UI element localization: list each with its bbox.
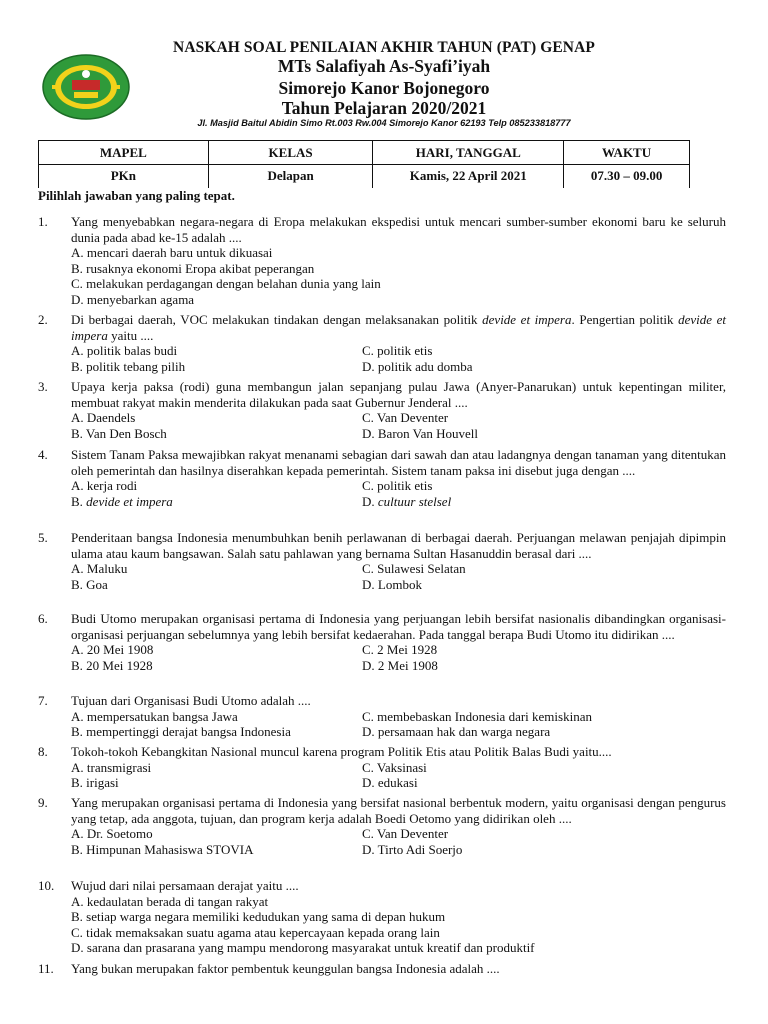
question-text: Tujuan dari Organisasi Budi Utomo adalah .... xyxy=(71,693,311,708)
question-text: Upaya kerja paksa (rodi) guna membangun jalan sepanjang pulau Jawa (Anyer-Panarukan) untuk kepentingan militer, membuat rakyat makin menderita dilakukan pada saat Gubernur Jenderal .... xyxy=(71,379,726,410)
value-hari-tanggal: Kamis, 22 April 2021 xyxy=(373,165,564,188)
option-c: C. Vaksinasi xyxy=(362,759,427,775)
option-d: D. persamaan hak dan warga negara xyxy=(362,724,551,739)
option-c: C. Van Deventer xyxy=(362,410,449,425)
options xyxy=(71,642,726,673)
question-number: 7. xyxy=(38,693,48,708)
question-1 xyxy=(38,214,726,307)
value-mapel: PKn xyxy=(39,165,209,188)
option-d: D. Tirto Adi Soerjo xyxy=(362,841,463,857)
options xyxy=(71,826,726,857)
question-3 xyxy=(38,379,726,441)
question-4 xyxy=(38,447,726,509)
question-number: 1. xyxy=(38,214,48,229)
question-text: Tokoh-tokoh Kebangkitan Nasional muncul karena program Politik Etis atau Politik Balas Budi yaitu.... xyxy=(71,744,612,759)
value-waktu: 07.30 – 09.00 xyxy=(564,165,690,188)
question-2 xyxy=(38,312,726,374)
question-text: Yang bukan merupakan faktor pembentuk keunggulan bangsa Indonesia adalah .... xyxy=(71,961,500,976)
option-c: C. melakukan perdagangan dengan belahan dunia yang lain xyxy=(71,276,381,291)
value-kelas: Delapan xyxy=(208,165,373,188)
question-9 xyxy=(38,795,726,857)
question-number: 9. xyxy=(38,795,48,810)
option-a: A. mencari daerah baru untuk dikuasai xyxy=(71,245,273,260)
question-number: 5. xyxy=(38,530,48,545)
options xyxy=(71,343,726,374)
question-text: Penderitaan bangsa Indonesia menumbuhkan benih perlawanan di berbagai daerah. Perjuangan melawan penjajah dipimpin ulama atau kaum bangsawan. Salah satu pahlawan yang bernama Sultan Hasanuddin berasal dari .... xyxy=(71,530,726,561)
option-a: A. Daendels xyxy=(71,410,136,425)
question-text: Wujud dari nilai persamaan derajat yaitu .... xyxy=(71,878,299,893)
option-c: C. membebaskan Indonesia dari kemiskinan xyxy=(362,708,592,724)
exam-info-table xyxy=(38,140,690,188)
option-b: B. devide et impera xyxy=(71,493,173,509)
exam-title: NASKAH SOAL PENILAIAN AKHIR TAHUN (PAT) GENAP xyxy=(173,39,595,56)
question-7 xyxy=(38,693,726,740)
question-5 xyxy=(38,530,726,592)
option-a: A. mempersatukan bangsa Jawa xyxy=(71,708,238,724)
header-mapel: MAPEL xyxy=(39,141,209,165)
question-text: Budi Utomo merupakan organisasi pertama di Indonesia yang perjuangan lebih bersifat nasionalis dibandingkan organisasi-organisasi perjuangan sebelumnya yang lebih bersifat kedaerahan. Pada tanggal berapa Budi Utomo itu didirikan .... xyxy=(71,611,726,642)
option-b: B. 20 Mei 1928 xyxy=(71,657,153,673)
academic-year: Tahun Pelajaran 2020/2021 xyxy=(281,98,487,118)
question-number: 3. xyxy=(38,379,48,394)
option-d: D. sarana dan prasarana yang mampu mendorong masyarakat untuk kreatif dan produktif xyxy=(71,940,535,955)
option-c: C. politik etis xyxy=(362,343,433,358)
header-waktu: WAKTU xyxy=(564,141,690,165)
question-text: Sistem Tanam Paksa mewajibkan rakyat menanami sebagian dari sawah dan atau ladangnya dengan tanaman yang ditentukan oleh pemerintah dan hasilnya diserahkan kepada pemerintah. Sistem tanam paksa ini disebut juga dengan .... xyxy=(71,447,726,478)
option-a: A. Maluku xyxy=(71,561,128,576)
question-number: 2. xyxy=(38,312,48,327)
question-number: 10. xyxy=(38,878,55,893)
options xyxy=(71,478,726,509)
options xyxy=(71,760,726,791)
option-d: D. politik adu domba xyxy=(362,358,473,374)
info-header-row xyxy=(39,141,690,165)
option-b: B. Himpunan Mahasiswa STOVIA xyxy=(71,841,254,857)
option-a: A. kerja rodi xyxy=(71,478,138,493)
question-text: Yang menyebabkan negara-negara di Eropa melakukan ekspedisi untuk mencari sumber-sumber ekonomi baru ke seluruh dunia pada abad ke-15 adalah .... xyxy=(71,214,726,245)
option-b: B. rusaknya ekonomi Eropa akibat peperangan xyxy=(71,260,315,276)
option-b: B. mempertinggi derajat bangsa Indonesia xyxy=(71,724,291,739)
instruction: Pilihlah jawaban yang paling tepat. xyxy=(38,188,235,203)
question-8 xyxy=(38,744,726,791)
option-b: B. politik tebang pilih xyxy=(71,358,186,374)
option-a: A. 20 Mei 1908 xyxy=(71,642,154,657)
school-address: Jl. Masjid Baitul Abidin Simo Rt.003 Rw.004 Simorejo Kanor 62193 Telp 085233818777 xyxy=(197,118,571,128)
options xyxy=(71,709,726,740)
option-c: C. politik etis xyxy=(362,478,433,493)
option-d: D. Baron Van Houvell xyxy=(362,425,479,441)
option-c: C. tidak memaksakan suatu agama atau kepercayaan kepada orang lain xyxy=(71,924,440,940)
school-location: Simorejo Kanor Bojonegoro xyxy=(278,78,490,98)
info-value-row xyxy=(39,165,690,188)
question-10 xyxy=(38,878,726,956)
question-number: 8. xyxy=(38,744,48,759)
question-6 xyxy=(38,611,726,673)
option-d: D. menyebarkan agama xyxy=(71,291,195,307)
document-header xyxy=(0,0,768,138)
header-hari-tanggal: HARI, TANGGAL xyxy=(373,141,564,165)
option-c: C. Van Deventer xyxy=(362,826,449,841)
question-text: Yang merupakan organisasi pertama di Indonesia yang bersifat nasional berbentuk modern, yaitu organisasi dengan pengurus yang tetap, ada anggota, tujuan, dan program kerja adalah Boedi Oetomo yang didirikan oleh .... xyxy=(71,795,726,826)
option-d: D. 2 Mei 1908 xyxy=(362,657,438,673)
option-b: B. Goa xyxy=(71,576,108,592)
question-text: Di berbagai daerah, VOC melakukan tindakan dengan melaksanakan politik devide et impera. Pengertian politik devide et impera yaitu .... xyxy=(71,312,726,343)
question-number: 4. xyxy=(38,447,48,462)
option-b: B. irigasi xyxy=(71,775,119,790)
question-number: 11. xyxy=(38,961,54,976)
option-c: C. Sulawesi Selatan xyxy=(362,561,466,576)
option-a: A. politik balas budi xyxy=(71,343,178,358)
option-b: B. setiap warga negara memiliki kedudukan yang sama di depan hukum xyxy=(71,909,446,924)
option-a: A. transmigrasi xyxy=(71,759,152,775)
header-kelas: KELAS xyxy=(208,141,373,165)
option-a: A. Dr. Soetomo xyxy=(71,826,153,841)
option-b: B. Van Den Bosch xyxy=(71,425,167,441)
option-d: D. cultuur stelsel xyxy=(362,493,452,509)
school-name: MTs Salafiyah As-Syafi’iyah xyxy=(277,56,491,76)
option-c: C. 2 Mei 1928 xyxy=(362,642,438,657)
option-d: D. Lombok xyxy=(362,576,422,592)
options xyxy=(71,561,726,592)
option-a: A. kedaulatan berada di tangan rakyat xyxy=(71,893,269,909)
question-number: 6. xyxy=(38,611,48,626)
option-d: D. edukasi xyxy=(362,775,418,790)
options xyxy=(71,410,726,441)
question-11 xyxy=(38,961,726,977)
